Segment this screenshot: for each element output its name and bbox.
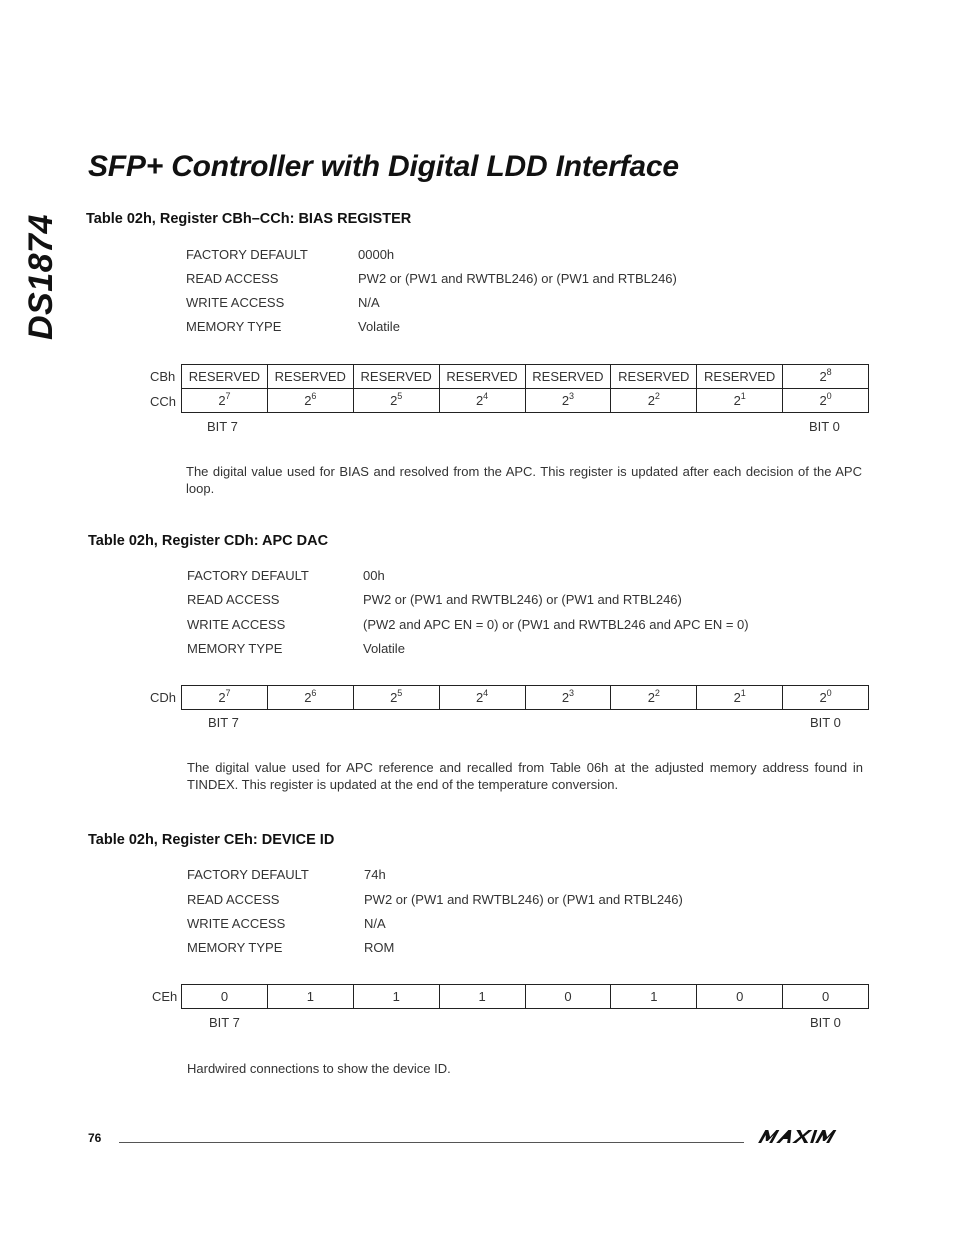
prop-value: PW2 or (PW1 and RWTBL246) or (PW1 and RTBL246) <box>363 592 682 607</box>
prop-value: PW2 or (PW1 and RWTBL246) or (PW1 and RTBL246) <box>358 271 677 286</box>
prop-value: N/A <box>364 916 386 931</box>
prop-value: PW2 or (PW1 and RWTBL246) or (PW1 and RTBL246) <box>364 892 683 907</box>
bit-cell <box>697 686 783 710</box>
bit-cell <box>267 365 353 389</box>
bit-cell-text: RESERVED <box>532 369 604 384</box>
bit-cell-text: 0 <box>220 989 229 1004</box>
register-label: CCh <box>150 394 177 409</box>
bit-cell <box>783 985 869 1009</box>
bit-cell <box>697 985 783 1009</box>
bit0-label: BIT 0 <box>810 715 841 730</box>
bit-row <box>182 389 869 413</box>
register-label: CBh <box>150 369 176 384</box>
bit-cell <box>783 389 869 413</box>
bit7-label: BIT 7 <box>207 419 238 434</box>
bit-cell-text: RESERVED <box>618 369 690 384</box>
bit-cell <box>697 389 783 413</box>
bit-weight-base: 2 <box>390 393 398 408</box>
prop-key: READ ACCESS <box>187 592 280 607</box>
footer-rule <box>119 1142 744 1143</box>
bit-cell <box>525 389 611 413</box>
bit-cell-text: 0 <box>821 989 830 1004</box>
bit-weight-base: 2 <box>304 690 312 705</box>
prop-value: (PW2 and APC EN = 0) or (PW1 and RWTBL246 and APC EN = 0) <box>363 617 749 632</box>
bit-weight-exponent: 5 <box>397 391 403 401</box>
bit-cell <box>182 365 268 389</box>
prop-key: MEMORY TYPE <box>186 319 282 334</box>
bit-weight-exponent: 6 <box>311 688 317 698</box>
bit-cell-text: RESERVED <box>274 369 346 384</box>
bit-cell <box>611 985 697 1009</box>
bit-cell <box>525 985 611 1009</box>
bit-cell <box>611 365 697 389</box>
bit-row <box>182 985 869 1009</box>
section-title-apc-dac: Table 02h, Register CDh: APC DAC <box>88 533 329 549</box>
bit-cell-text: RESERVED <box>360 369 432 384</box>
bit-cell <box>353 686 439 710</box>
bit-cell <box>439 365 525 389</box>
side-part-number: DS1874 <box>22 214 60 340</box>
prop-key: MEMORY TYPE <box>187 641 283 656</box>
bit-weight-base: 2 <box>218 690 226 705</box>
bit-cell <box>611 686 697 710</box>
bit-cell <box>783 686 869 710</box>
bit-cell <box>439 389 525 413</box>
page-number: 76 <box>88 1131 102 1145</box>
register-description: The digital value used for BIAS and resolved from the APC. This register is updated after each decision of the APC loop. <box>186 464 862 496</box>
bit-cell <box>611 389 697 413</box>
prop-key: WRITE ACCESS <box>187 617 286 632</box>
prop-value: Volatile <box>358 319 400 334</box>
bit-weight-exponent: 5 <box>397 688 403 698</box>
bit-cell-text: RESERVED <box>446 369 518 384</box>
bit-cell <box>353 365 439 389</box>
bit-weight-base: 2 <box>561 690 570 705</box>
bit-cell <box>182 985 268 1009</box>
prop-value: Volatile <box>363 641 405 656</box>
bit-table <box>181 364 869 413</box>
bit-cell <box>525 365 611 389</box>
bit-cell-text: RESERVED <box>704 369 776 384</box>
bit-weight-exponent: 4 <box>483 688 489 698</box>
register-description: Hardwired connections to show the device ID. <box>187 1061 451 1076</box>
prop-key: FACTORY DEFAULT <box>187 867 309 882</box>
bit-cell <box>267 686 353 710</box>
bit-weight-exponent: 7 <box>225 391 231 401</box>
maxim-logo <box>756 1128 864 1149</box>
prop-key: FACTORY DEFAULT <box>187 568 309 583</box>
bit-weight-exponent: 3 <box>569 688 575 698</box>
bit-weight-base: 2 <box>475 690 484 705</box>
bit-cell-text: 1 <box>650 989 658 1004</box>
bit-cell <box>525 686 611 710</box>
register-description: The digital value used for APC reference and recalled from Table 06h at the adjusted memory address found in TINDEX. This register is updated at the end of the temperature conversion. <box>187 760 863 792</box>
prop-key: READ ACCESS <box>186 271 279 286</box>
bit-weight-base: 2 <box>819 369 827 384</box>
bit-weight-exponent: 0 <box>826 688 832 698</box>
prop-key: MEMORY TYPE <box>187 940 283 955</box>
document-title: SFP+ Controller with Digital LDD Interface <box>88 150 679 183</box>
bit7-label: BIT 7 <box>209 1015 240 1030</box>
prop-value: ROM <box>364 940 395 955</box>
bit-weight-exponent: 1 <box>740 391 746 401</box>
bit-cell-text: 1 <box>392 989 400 1004</box>
bit-cell <box>267 985 353 1009</box>
bit-weight-base: 2 <box>561 393 570 408</box>
bit-row <box>182 686 869 710</box>
bit-cell <box>353 389 439 413</box>
prop-value: 0000h <box>358 247 395 262</box>
bit-cell <box>353 985 439 1009</box>
prop-value: 00h <box>363 568 385 583</box>
bit-weight-base: 2 <box>304 393 312 408</box>
bit-cell <box>783 365 869 389</box>
prop-key: READ ACCESS <box>187 892 280 907</box>
prop-key: FACTORY DEFAULT <box>186 247 308 262</box>
bit0-label: BIT 0 <box>809 419 840 434</box>
bit-cell <box>439 985 525 1009</box>
prop-key: WRITE ACCESS <box>187 916 286 931</box>
bit-cell <box>182 389 268 413</box>
prop-key: WRITE ACCESS <box>186 295 285 310</box>
bit-table <box>181 685 869 710</box>
bit-weight-base: 2 <box>218 393 226 408</box>
bit-weight-exponent: 6 <box>311 391 317 401</box>
register-label: CDh <box>150 690 177 705</box>
bit-cell <box>697 365 783 389</box>
bit-cell-text: 0 <box>564 989 572 1004</box>
bit-cell-text: 1 <box>306 989 314 1004</box>
prop-value: 74h <box>364 867 386 882</box>
bit-weight-exponent: 2 <box>654 391 660 401</box>
bit-weight-exponent: 7 <box>225 688 231 698</box>
bit-weight-base: 2 <box>475 393 484 408</box>
bit7-label: BIT 7 <box>208 715 239 730</box>
bit-weight-base: 2 <box>390 690 398 705</box>
register-label: CEh <box>152 989 178 1004</box>
bit-cell-text: 0 <box>736 989 744 1004</box>
bit-weight-base: 2 <box>733 690 741 705</box>
bit-weight-exponent: 0 <box>826 391 832 401</box>
bit-weight-base: 2 <box>733 393 741 408</box>
bit-weight-base: 2 <box>647 393 655 408</box>
bit-cell <box>439 686 525 710</box>
bit-weight-exponent: 1 <box>740 688 746 698</box>
bit-cell-text: 1 <box>478 989 486 1004</box>
bit-row <box>182 365 869 389</box>
bit-weight-exponent: 2 <box>654 688 660 698</box>
bit-cell-text: RESERVED <box>188 369 261 384</box>
section-title-device-id: Table 02h, Register CEh: DEVICE ID <box>88 832 335 848</box>
bit-weight-exponent: 3 <box>569 391 575 401</box>
bit-weight-base: 2 <box>819 690 827 705</box>
maxim-logo-mark <box>756 1128 864 1144</box>
bit0-label: BIT 0 <box>810 1015 841 1030</box>
bit-weight-base: 2 <box>819 393 827 408</box>
bit-weight-exponent: 4 <box>483 391 489 401</box>
section-title-bias-register: Table 02h, Register CBh–CCh: BIAS REGISTER <box>86 211 412 227</box>
bit-cell <box>182 686 268 710</box>
bit-cell <box>267 389 353 413</box>
prop-value: N/A <box>358 295 380 310</box>
bit-table <box>181 984 869 1009</box>
bit-weight-base: 2 <box>647 690 655 705</box>
bit-weight-exponent: 8 <box>826 367 832 377</box>
